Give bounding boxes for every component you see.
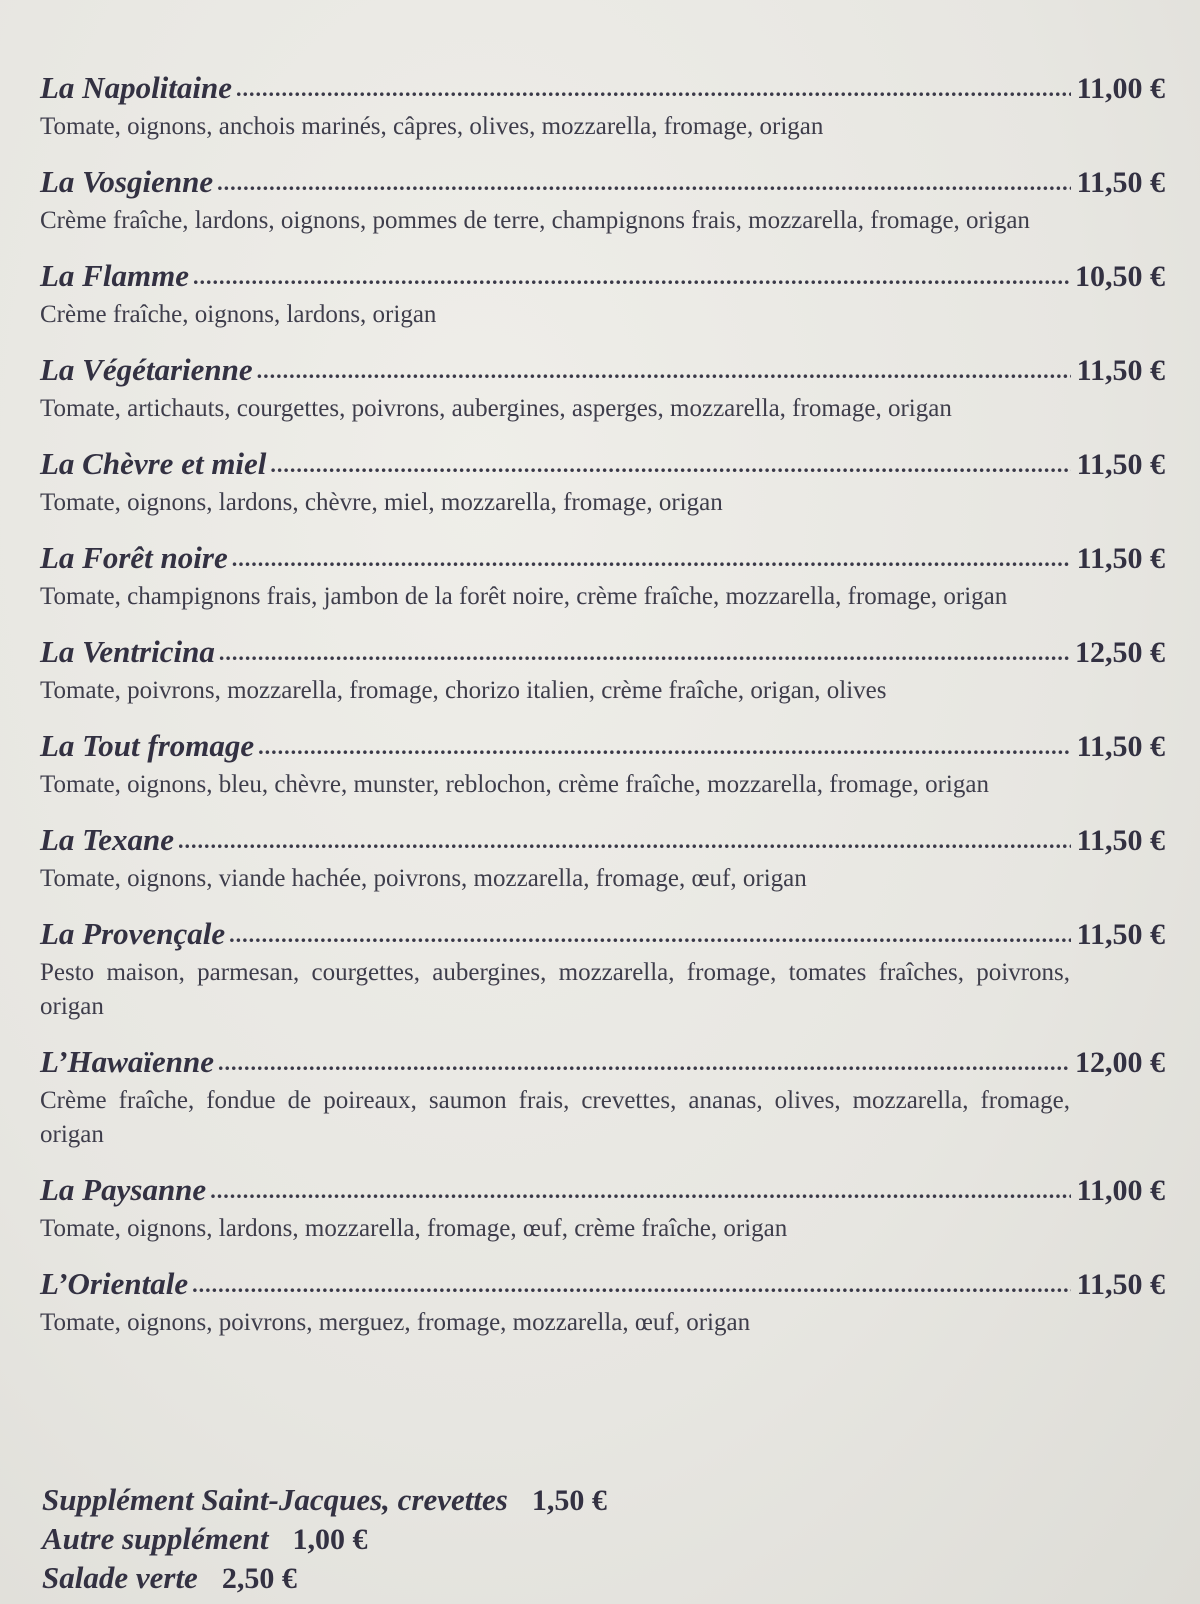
supplement-label: Autre supplément <box>42 1521 269 1556</box>
menu-item-name: L’Hawaïenne <box>40 1044 214 1079</box>
menu-item-name: La Chèvre et miel <box>40 446 267 481</box>
pizza-menu-list <box>40 70 1165 1360</box>
menu-item-header <box>40 916 1165 956</box>
menu-item-description: Tomate, poivrons, mozzarella, fromage, chorizo italien, crème fraîche, origan, olives <box>40 677 887 704</box>
menu-item <box>40 1044 1165 1152</box>
dot-leader <box>193 264 1069 290</box>
dot-leader <box>219 640 1069 666</box>
menu-item-name: La Provençale <box>40 916 226 951</box>
supplement-price: 1,00 € <box>292 1523 368 1556</box>
dot-leader <box>236 76 1071 102</box>
menu-item-header <box>40 258 1165 298</box>
supplement-label: Supplément Saint-Jacques, crevettes <box>42 1482 508 1517</box>
menu-item-header <box>40 540 1165 580</box>
menu-item-header <box>40 634 1165 674</box>
menu-item <box>40 822 1165 896</box>
menu-item-description: Tomate, oignons, poivrons, merguez, fromage, mozzarella, œuf, origan <box>40 1309 751 1336</box>
dot-leader <box>232 546 1071 572</box>
menu-item-header <box>40 164 1165 204</box>
menu-item-header <box>40 446 1165 486</box>
supplement-line <box>42 1560 607 1599</box>
supplement-label: Salade verte <box>42 1560 198 1595</box>
menu-item-description: Tomate, champignons frais, jambon de la forêt noire, crème fraîche, mozzarella, fromage, origan <box>40 583 1008 610</box>
menu-item-name: La Vosgienne <box>40 164 214 199</box>
menu-item-header <box>40 1172 1165 1212</box>
menu-item-name: La Végétarienne <box>40 352 253 387</box>
dot-leader <box>217 170 1071 196</box>
menu-item-name: La Forêt noire <box>40 540 228 575</box>
menu-item <box>40 1172 1165 1246</box>
supplement-price: 1,50 € <box>531 1484 607 1517</box>
menu-item-description: Tomate, oignons, lardons, mozzarella, fromage, œuf, crème fraîche, origan <box>40 1215 788 1242</box>
supplement-line <box>42 1521 607 1560</box>
menu-item <box>40 164 1165 238</box>
menu-item <box>40 70 1165 144</box>
dot-leader <box>258 734 1071 760</box>
menu-item-description: Tomate, oignons, lardons, chèvre, miel, mozzarella, fromage, origan <box>40 489 723 516</box>
menu-item-price: 12,00 € <box>1075 1046 1165 1079</box>
menu-item-price: 12,50 € <box>1075 636 1165 669</box>
menu-item-price: 11,50 € <box>1076 730 1165 763</box>
menu-item-description: Tomate, oignons, viande hachée, poivrons, mozzarella, fromage, œuf, origan <box>40 865 807 892</box>
menu-item <box>40 352 1165 426</box>
supplement-line <box>42 1482 607 1521</box>
menu-item-price: 11,50 € <box>1076 1268 1165 1301</box>
menu-item <box>40 1266 1165 1340</box>
menu-item-name: La Paysanne <box>40 1172 207 1207</box>
menu-item-price: 11,50 € <box>1076 166 1165 199</box>
menu-item-header <box>40 1266 1165 1306</box>
menu-item-description: Crème fraîche, lardons, oignons, pommes de terre, champignons frais, mozzarella, fromage, origan <box>40 207 1030 234</box>
menu-item <box>40 540 1165 614</box>
menu-item-price: 11,00 € <box>1076 1174 1165 1207</box>
menu-item-description: Crème fraîche, fondue de poireaux, saumon frais, crevettes, ananas, olives, mozzarella, fromage, origan <box>40 1087 1070 1148</box>
dot-leader <box>210 1178 1070 1204</box>
menu-item-header <box>40 1044 1165 1084</box>
menu-item-description: Pesto maison, parmesan, courgettes, aubergines, mozzarella, fromage, tomates fraîches, poivrons, origan <box>40 959 1070 1020</box>
menu-item-description: Tomate, oignons, anchois marinés, câpres, olives, mozzarella, fromage, origan <box>40 113 824 140</box>
dot-leader <box>229 922 1071 948</box>
menu-item-name: La Napolitaine <box>40 70 233 105</box>
menu-item-header <box>40 728 1165 768</box>
menu-item <box>40 634 1165 708</box>
menu-item <box>40 916 1165 1024</box>
menu-item <box>40 446 1165 520</box>
menu-item-description: Crème fraîche, oignons, lardons, origan <box>40 301 437 328</box>
menu-item-price: 11,50 € <box>1076 824 1165 857</box>
menu-item-header <box>40 822 1165 862</box>
menu-item <box>40 258 1165 332</box>
menu-item-name: La Flamme <box>40 258 189 293</box>
menu-item-name: La Ventricina <box>40 634 215 669</box>
dot-leader <box>270 452 1070 478</box>
menu-item-price: 11,50 € <box>1076 918 1165 951</box>
menu-item-name: La Texane <box>40 822 175 857</box>
menu-item-header <box>40 70 1165 110</box>
menu-item-price: 10,50 € <box>1075 260 1165 293</box>
menu-item <box>40 728 1165 802</box>
menu-item-name: L’Orientale <box>40 1266 189 1301</box>
menu-item-description: Tomate, artichauts, courgettes, poivrons, aubergines, asperges, mozzarella, fromage, origan <box>40 395 952 422</box>
dot-leader <box>178 828 1071 854</box>
menu-item-header <box>40 352 1165 392</box>
menu-item-price: 11,50 € <box>1076 448 1165 481</box>
dot-leader <box>257 358 1071 384</box>
menu-item-price: 11,50 € <box>1076 542 1165 575</box>
menu-item-description: Tomate, oignons, bleu, chèvre, munster, reblochon, crème fraîche, mozzarella, fromage, origan <box>40 771 989 798</box>
supplements-section <box>42 1482 607 1599</box>
menu-item-price: 11,00 € <box>1076 72 1165 105</box>
supplement-price: 2,50 € <box>221 1562 297 1595</box>
menu-item-price: 11,50 € <box>1076 354 1165 387</box>
dot-leader <box>192 1272 1071 1298</box>
menu-item-name: La Tout fromage <box>40 728 255 763</box>
dot-leader <box>218 1050 1069 1076</box>
